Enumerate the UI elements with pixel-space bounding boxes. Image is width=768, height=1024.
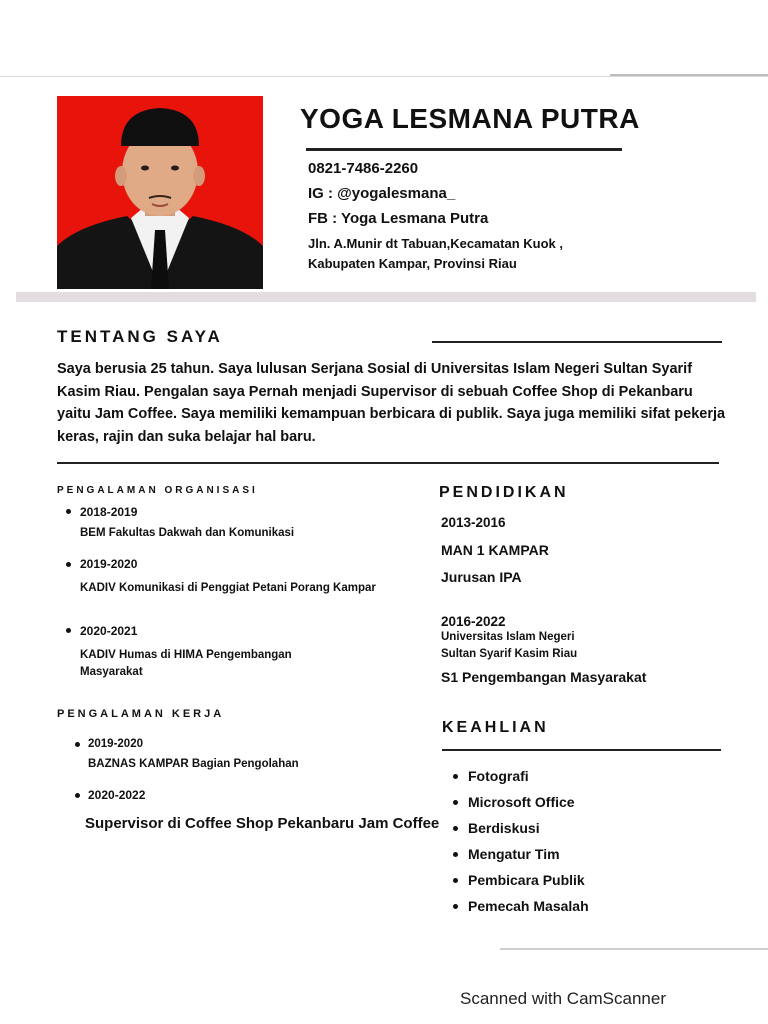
education-years: 2016-2022 (441, 614, 506, 629)
skill-item: Mengatur Tim (468, 846, 560, 862)
skill-item: Microsoft Office (468, 794, 575, 810)
scanner-watermark: Scanned with CamScanner (460, 989, 667, 1008)
instagram-handle: IG : @yogalesmana_ (308, 185, 456, 202)
bullet-icon (453, 904, 458, 909)
about-title: TENTANG SAYA (57, 327, 223, 346)
work-desc: BAZNAS KAMPAR Bagian Pengolahan (88, 758, 299, 770)
candidate-name: YOGA LESMANA PUTRA (300, 103, 640, 134)
org-year: 2020-2021 (80, 624, 138, 638)
facebook-name: FB : Yoga Lesmana Putra (308, 210, 489, 227)
skill-item: Berdiskusi (468, 820, 540, 836)
skills-title-rule (442, 749, 721, 751)
phone-number: 0821-7486-2260 (308, 160, 419, 177)
bullet-icon (453, 852, 458, 857)
skills-title: KEAHLIAN (442, 719, 549, 736)
education-school-line-1: Universitas Islam Negeri (441, 631, 575, 643)
organization-title: PENGALAMAN ORGANISASI (57, 485, 258, 496)
education-major: Jurusan IPA (441, 569, 522, 585)
bullet-icon (453, 774, 458, 779)
address-line-2: Kabupaten Kampar, Provinsi Riau (308, 256, 517, 271)
org-year: 2019-2020 (80, 557, 138, 571)
header-divider-band (16, 292, 756, 302)
work-year: 2020-2022 (88, 788, 146, 802)
about-text: Saya berusia 25 tahun. Saya lulusan Serjana Sosial di Universitas Islam Negeri Sultan Syarif Kasim Riau. Pengalan saya Pernah menjadi Supervisor di sebuah Coffee Shop di Pekanbaru yaitu Jam Coffee. Saya memiliki kemampuan berbicara di publik. Saya juga memiliki sifat pekerja keras, rajin dan suka belajar hal baru. (57, 361, 726, 445)
bullet-icon (66, 628, 71, 633)
org-year: 2018-2019 (80, 505, 138, 519)
education-years: 2013-2016 (441, 515, 506, 530)
education-school: MAN 1 KAMPAR (441, 542, 549, 558)
profile-photo (57, 96, 263, 289)
about-title-rule (432, 341, 722, 343)
name-underline (306, 148, 622, 151)
bullet-icon (75, 742, 80, 747)
org-desc: KADIV Humas di HIMA Pengembangan Masyarakat (80, 649, 292, 678)
address-line-1: Jln. A.Munir dt Tabuan,Kecamatan Kuok , (308, 236, 563, 251)
org-desc: BEM Fakultas Dakwah dan Komunikasi (80, 527, 295, 539)
work-desc: Supervisor di Coffee Shop Pekanbaru Jam Coffee (85, 815, 440, 832)
skill-item: Pemecah Masalah (468, 898, 589, 914)
bullet-icon (75, 793, 80, 798)
skill-item: Fotografi (468, 768, 529, 784)
bullet-icon (453, 878, 458, 883)
bullet-icon (66, 562, 71, 567)
sheet-edge (610, 74, 768, 76)
person-portrait-icon (57, 96, 263, 289)
sheet-edge (0, 76, 768, 77)
about-bottom-rule (57, 462, 719, 464)
sheet-edge (500, 948, 768, 950)
bullet-icon (66, 509, 71, 514)
education-major: S1 Pengembangan Masyarakat (441, 669, 647, 685)
education-title: PENDIDIKAN (439, 484, 569, 501)
bullet-icon (453, 800, 458, 805)
org-desc: KADIV Komunikasi di Penggiat Petani Porang Kampar (80, 582, 376, 594)
bullet-icon (453, 826, 458, 831)
skill-item: Pembicara Publik (468, 872, 585, 888)
work-year: 2019-2020 (88, 738, 143, 750)
work-title: PENGALAMAN KERJA (57, 708, 225, 720)
education-school-line-2: Sultan Syarif Kasim Riau (441, 648, 578, 660)
